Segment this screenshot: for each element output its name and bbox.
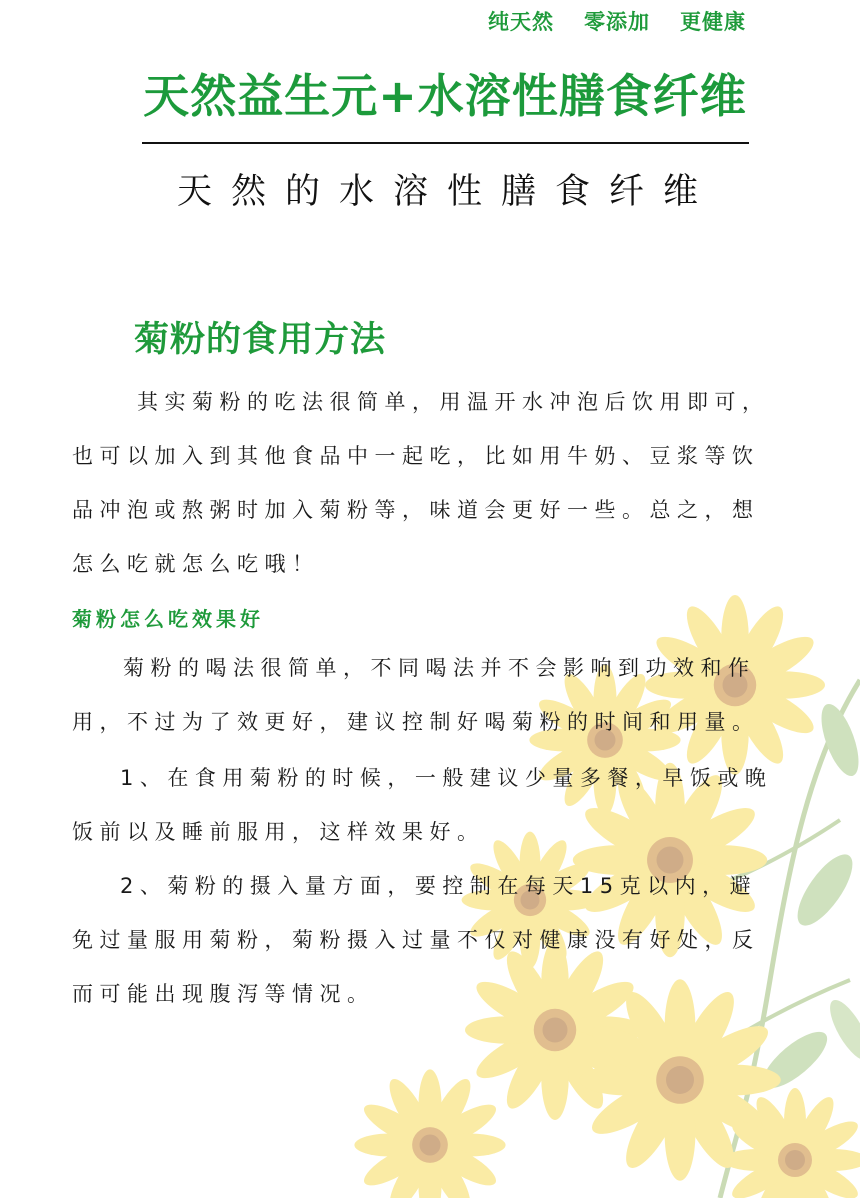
page-subtitle: 天然的水溶性膳食纤维 — [176, 172, 717, 212]
tagline — [488, 6, 746, 36]
page-title: 天然益生元+水溶性膳食纤维 — [143, 69, 747, 123]
tip-paragraph-2: 2、菊粉的摄入量方面，要控制在每天15克以内，避免过量服用菊粉，菊粉摄入过量不仅对健康没有好处，反而可能出现腹泻等情况。 — [72, 874, 760, 1006]
tagline-item: 零添加 — [584, 10, 650, 34]
section-title: 菊粉的食用方法 — [134, 320, 387, 360]
body-paragraph: 菊粉的喝法很简单，不同喝法并不会影响到功效和作用，不过为了效更好，建议控制好喝菊粉的时间和用量。 — [72, 656, 760, 734]
tagline-item: 纯天然 — [488, 10, 554, 34]
title-divider — [142, 142, 749, 144]
tagline-item: 更健康 — [680, 10, 746, 34]
tip-paragraph-1: 1、在食用菊粉的时候，一般建议少量多餐，早饭或晚饭前以及睡前服用，这样效果好。 — [72, 766, 773, 844]
intro-paragraph: 其实菊粉的吃法很简单，用温开水冲泡后饮用即可，也可以加入到其他食品中一起吃，比如用牛奶、豆浆等饮品冲泡或熬粥时加入菊粉等，味道会更好一些。总之，想怎么吃就怎么吃哦！ — [72, 390, 770, 576]
sub-heading: 菊粉怎么吃效果好 — [72, 607, 264, 631]
